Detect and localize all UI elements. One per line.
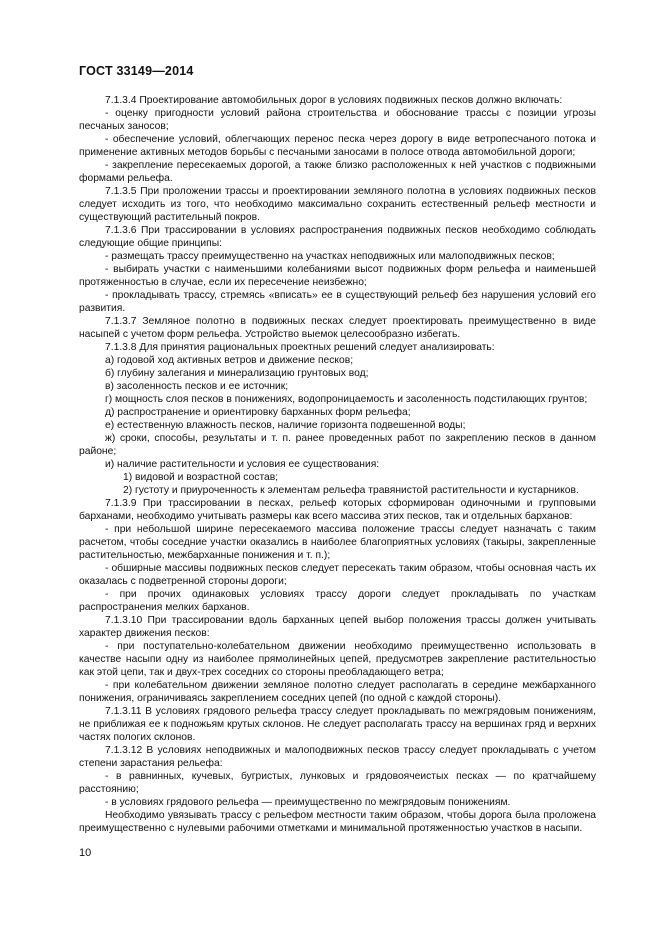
list-item: - размещать трассу преимущественно на участках неподвижных или малоподвижных песков; xyxy=(105,251,555,262)
paragraph: 7.1.3.9 При трассировании в песках, рельеф которых сформирован одиночными и групповыми барханами, необходимо учитывать размеры как всего массива этих песков, так и отдельных барханов: xyxy=(79,498,596,522)
paragraph: 7.1.3.7 Земляное полотно в подвижных песках следует проектировать преимущественно в виде насыпей с учетом форм рельефа. Устройство выемок целесообразно избегать. xyxy=(79,316,596,340)
document-body xyxy=(79,94,596,835)
list-item: - закрепление пересекаемых дорогой, а также близко расположенных к ней участков с подвижными формами рельефа. xyxy=(79,160,596,184)
sub-list-item: 2) густоту и приуроченность к элементам рельефа травянистой растительности и кустарников. xyxy=(123,485,579,496)
paragraph: 7.1.3.12 В условиях неподвижных и малоподвижных песков трассу следует прокладывать с учетом степени зарастания рельефа: xyxy=(79,745,596,769)
list-item: - в условиях грядового рельефа — преимущественно по межгрядовым понижениям. xyxy=(105,797,511,808)
list-item: ж) сроки, способы, результаты и т. п. ранее проведенных работ по закреплению песков в данном районе; xyxy=(79,433,596,457)
list-item: - в равнинных, кучевых, бугристых, лунковых и грядовоячеистых песках — по кратчайшему расстоянию; xyxy=(79,771,596,795)
list-item: в) засоленность песков и ее источник; xyxy=(105,381,289,392)
document-header: ГОСТ 33149—2014 xyxy=(79,64,194,78)
list-item: а) годовой ход активных ветров и движение песков; xyxy=(105,355,354,366)
list-item: е) естественную влажность песков, наличие горизонта подвешенной воды; xyxy=(105,420,466,431)
sub-list-item: 1) видовой и возрастной состав; xyxy=(123,472,279,483)
paragraph: 7.1.3.11 В условиях грядового рельефа трассу следует прокладывать по межгрядовым понижениям, не приближая ее к подножьям крутых склонов. Не следует располагать трассу на вершинах гряд и верхних частях пологих склонов. xyxy=(79,706,596,743)
list-item: б) глубину залегания и минерализацию грунтовых вод; xyxy=(105,368,369,379)
list-item: - при небольшой ширине пересекаемого массива положение трассы следует назначать с таким расчетом, чтобы соседние участки оказались в наиболее благоприятных условиях (такыры, закрепленные растительностью, межбарханные понижения и т. п.); xyxy=(79,524,596,561)
list-item: - обширные массивы подвижных песков следует пересекать таким образом, чтобы основная часть их оказалась с подветренной стороны дороги; xyxy=(79,563,596,587)
list-item: и) наличие растительности и условия ее существования: xyxy=(105,459,380,470)
paragraph: 7.1.3.4 Проектирование автомобильных дорог в условиях подвижных песков должно включать: xyxy=(105,95,563,106)
list-item: - обеспечение условий, облегчающих перенос песка через дорогу в виде ветропесчаного потока и применение активных методов борьбы с песчаными заносами в полосе отвода автомобильной дороги; xyxy=(79,134,596,158)
list-item: - при поступательно-колебательном движении необходимо преимущественно использовать в качестве насыпи одну из наиболее прямолинейных цепей, предусмотрев закрепление растительностью как этой цепи, так и двух-трех соседних со стороны преобладающего ветра; xyxy=(79,641,596,678)
list-item: - оценку пригодности условий района строительства и обоснование трассы с позиции угрозы песчаных заносов; xyxy=(79,108,596,132)
list-item: - выбирать участки с наименьшими колебаниями высот подвижных форм рельефа и наименьшей протяженностью в случае, если их пересечение неизбежно; xyxy=(79,264,596,288)
paragraph: 7.1.3.8 Для принятия рациональных проектных решений следует анализировать: xyxy=(105,342,495,353)
list-item: - при прочих одинаковых условиях трассу дороги следует прокладывать по участкам распространения мелких барханов. xyxy=(79,589,596,613)
page-number: 10 xyxy=(79,847,92,859)
list-item: д) распространение и ориентировку барханных форм рельефа; xyxy=(105,407,411,418)
paragraph: 7.1.3.6 При трассировании в условиях распространения подвижных песков необходимо соблюдать следующие общие принципы: xyxy=(79,225,596,249)
paragraph: 7.1.3.5 При проложении трассы и проектировании земляного полотна в условиях подвижных песков следует исходить из того, что необходимо максимально сохранить естественный рельеф местности и существующий растительный покров. xyxy=(79,186,596,223)
list-item: - прокладывать трассу, стремясь «вписать» ее в существующий рельеф без нарушения условий его развития. xyxy=(79,290,596,314)
list-item: г) мощность слоя песков в понижениях, водопроницаемость и засоленность подстилающих грунтов; xyxy=(105,394,588,405)
paragraph: 7.1.3.10 При трассировании вдоль барханных цепей выбор положения трассы должен учитывать характер движения песков: xyxy=(79,615,596,639)
paragraph: Необходимо увязывать трассу с рельефом местности таким образом, чтобы дорога была проложена преимущественно с нулевыми рабочими отметками и минимальной протяженностью участков в насыпи. xyxy=(79,810,596,834)
list-item: - при колебательном движении земляное полотно следует располагать в середине межбарханного понижения, ограничиваясь закреплением соседних цепей (по одной с каждой стороны). xyxy=(79,680,596,704)
